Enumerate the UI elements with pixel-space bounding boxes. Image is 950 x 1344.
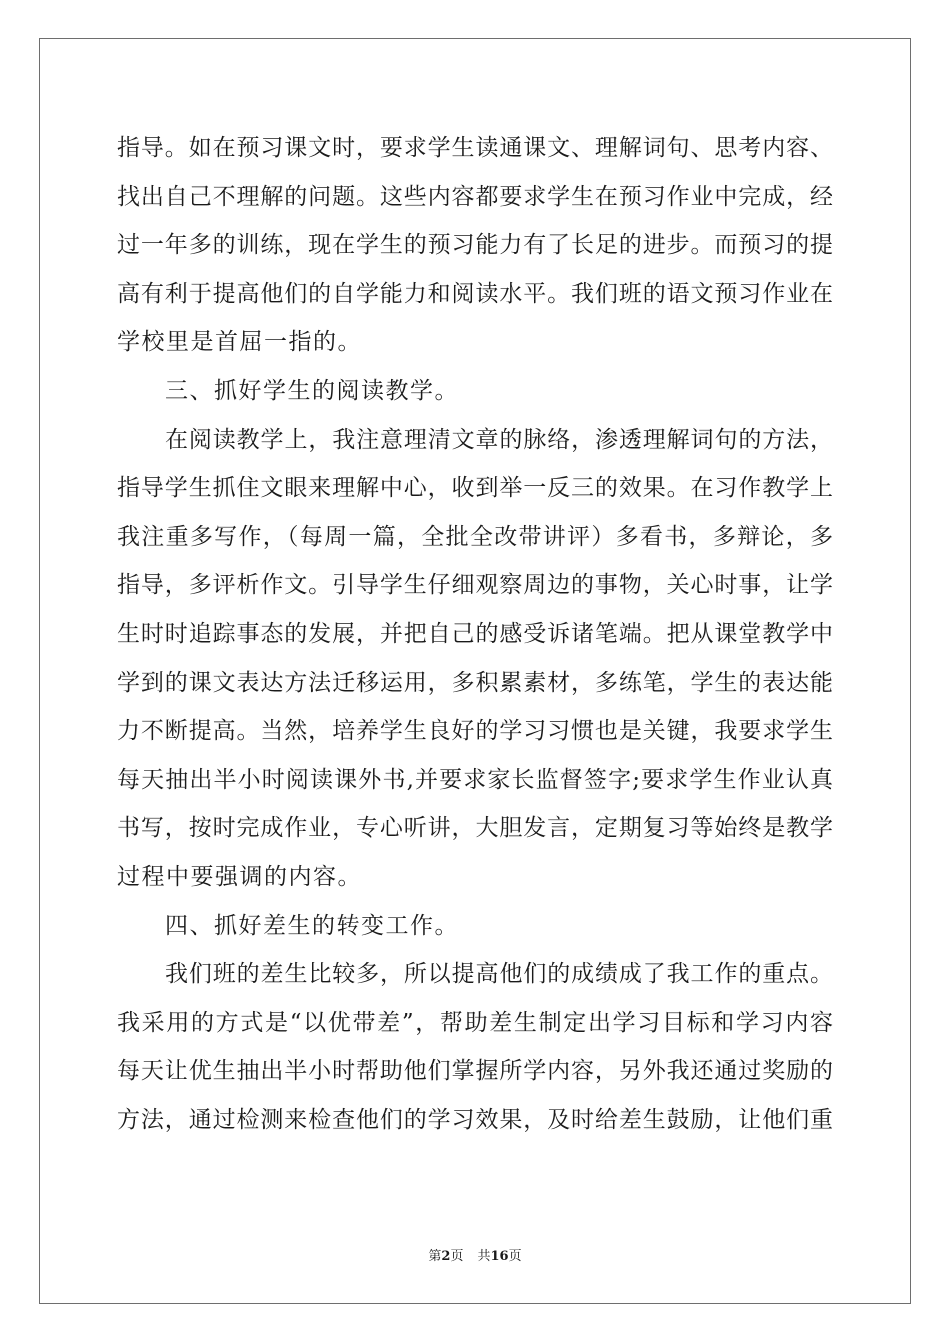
section-heading: 三、抓好学生的阅读教学。 — [165, 377, 459, 404]
text-line: 每天让优生抽出半小时帮助他们掌握所学内容，另外我还通过奖励的 — [117, 1058, 833, 1085]
text-line: 指导学生抓住文眼来理解中心，收到举一反三的效果。在习作教学上 — [117, 475, 833, 502]
section-heading: 四、抓好差生的转变工作。 — [165, 912, 459, 939]
text-line: 我采用的方式是“以优带差”，帮助差生制定出学习目标和学习内容 — [117, 1009, 833, 1036]
text-line: 指导。如在预习课文时，要求学生读通课文、理解词句、思考内容、 — [117, 135, 833, 161]
text-line: 力不断提高。当然，培养学生良好的学习习惯也是关键，我要求学生 — [117, 718, 833, 745]
text-line: 高有利于提高他们的自学能力和阅读水平。我们班的语文预习作业在 — [117, 280, 833, 307]
page-number: 2 — [441, 1249, 451, 1264]
page-prefix: 第 — [428, 1249, 442, 1264]
page-footer — [0, 1245, 950, 1264]
text-line: 我注重多写作，（每周一篇，全批全改带讲评）多看书，多辩论，多 — [117, 523, 833, 550]
text-line: 指导，多评析作文。引导学生仔细观察周边的事物，关心时事，让学 — [117, 572, 833, 599]
text-line: 过一年多的训练，现在学生的预习能力有了长足的进步。而预习的提 — [117, 232, 833, 259]
page-suffix: 页 — [450, 1249, 464, 1264]
total-suffix: 页 — [508, 1249, 522, 1264]
total-prefix: 共 — [477, 1249, 491, 1264]
text-line: 找出自己不理解的问题。这些内容都要求学生在预习作业中完成，经 — [117, 183, 833, 210]
text-line: 每天抽出半小时阅读课外书,并要求家长监督签字;要求学生作业认真 — [117, 766, 833, 793]
text-line: 生时时追踪事态的发展，并把自己的感受诉诸笔端。把从课堂教学中 — [117, 620, 833, 647]
document-body — [117, 124, 833, 1144]
text-line: 在阅读教学上，我注意理清文章的脉络，渗透理解词句的方法， — [165, 426, 833, 453]
text-line: 学校里是首屈一指的。 — [117, 329, 362, 356]
text-line: 书写，按时完成作业，专心听讲，大胆发言，定期复习等始终是教学 — [117, 815, 833, 842]
text-line: 方法，通过检测来检查他们的学习效果，及时给差生鼓励，让他们重 — [117, 1106, 833, 1133]
text-line: 我们班的差生比较多，所以提高他们的成绩成了我工作的重点。 — [165, 961, 833, 988]
total-pages: 16 — [490, 1249, 509, 1264]
text-line: 过程中要强调的内容。 — [117, 863, 362, 890]
text-line: 学到的课文表达方法迁移运用，多积累素材，多练笔，学生的表达能 — [117, 669, 833, 696]
